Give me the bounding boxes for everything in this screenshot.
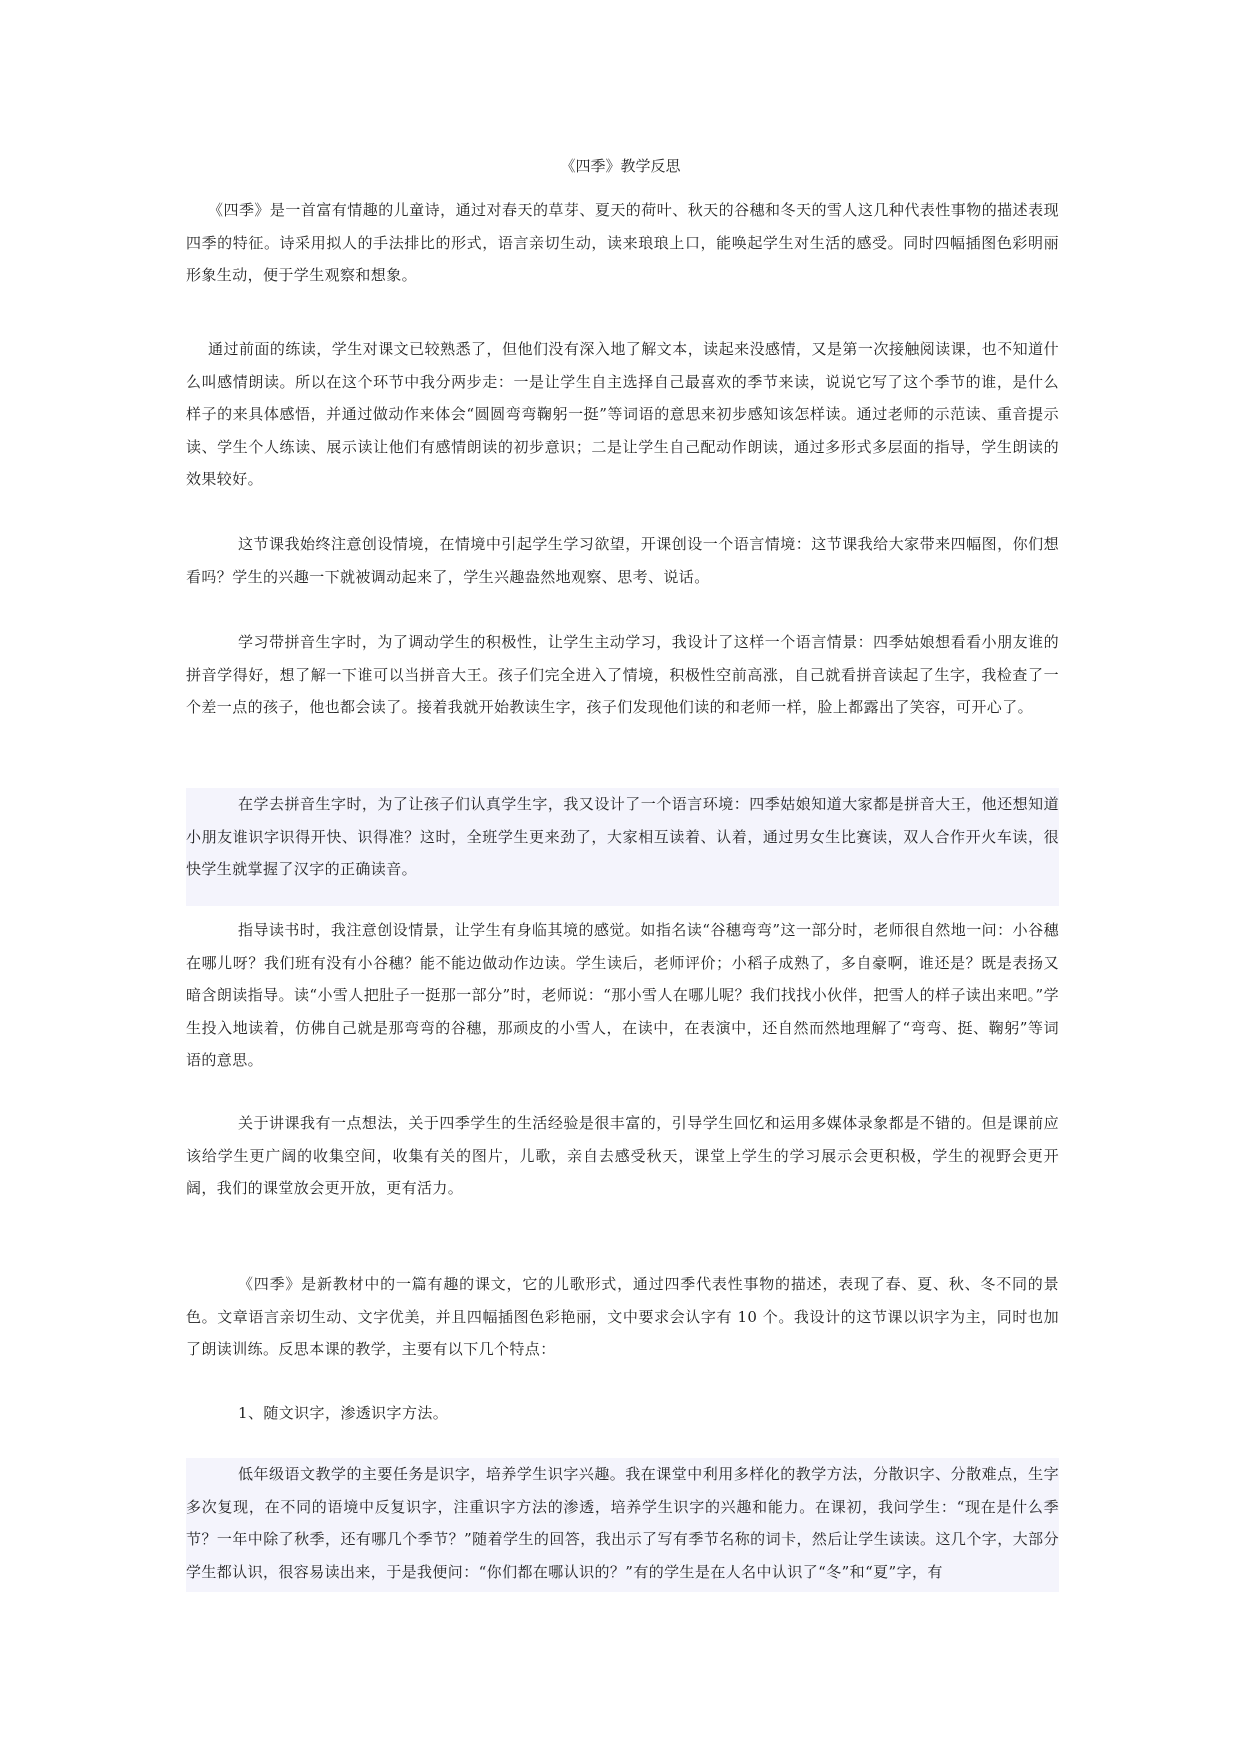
paragraph-6: 指导读书时，我注意创设情景，让学生有身临其境的感觉。如指名读“谷穗弯弯”这一部分时，老师很自然地一问：小谷穗在哪儿呀？我们班有没有小谷穗？能不能边做动作边读。学生读后，老师评价；小稻子成熟了，多自豪啊，谁还是？既是表扬又暗含朗读指导。读“小雪人把肚子一挺那一部分”时，老师说：“那小雪人在哪儿呢？我们找找小伙伴，把雪人的样子读出来吧。”学生投入地读着，仿佛自己就是那弯弯的谷穗，那顽皮的小雪人，在读中，在表演中，还自然而然地理解了“弯弯、挺、鞠躬”等词语的意思。	[186, 921, 1059, 1070]
paragraph-3: 这节课我始终注意创设情境，在情境中引起学生学习欲望，开课创设一个语言情境：这节课我给大家带来四幅图，你们想看吗？学生的兴趣一下就被调动起来了，学生兴趣盎然地观察、思考、说话。	[186, 535, 1059, 586]
paragraph-7: 关于讲课我有一点想法，关于四季学生的生活经验是很丰富的，引导学生回忆和运用多媒体录象都是不错的。但是课前应该给学生更广阔的收集空间，收集有关的图片，儿歌，亲自去感受秋天，课堂上学生的学习展示会更积极，学生的视野会更开阔，我们的课堂放会更开放，更有活力。	[186, 1114, 1059, 1198]
paragraph-5-highlighted: 在学去拼音生字时，为了让孩子们认真学生字，我又设计了一个语言环境：四季姑娘知道大家都是拼音大王，他还想知道小朋友谁识字识得开快、识得准？这时，全班学生更来劲了，大家相互读着、认着，通过男女生比赛读，双人合作开火车读，很快学生就掌握了汉字的正确读音。	[186, 788, 1059, 906]
paragraph-4: 学习带拼音生字时，为了调动学生的积极性，让学生主动学习，我设计了这样一个语言情景：四季姑娘想看看小朋友谁的拼音学得好，想了解一下谁可以当拼音大王。孩子们完全进入了情境，积极性空前高涨，自己就看拼音读起了生字，我检查了一个差一点的孩子，他也都会读了。接着我就开始教读生字，孩子们发现他们读的和老师一样，脸上都露出了笑容，可开心了。	[186, 633, 1059, 717]
paragraph-9-highlighted: 低年级语文教学的主要任务是识字，培养学生识字兴趣。我在课堂中利用多样化的教学方法，分散识字、分散难点，生字多次复现，在不同的语境中反复识字，注重识字方法的渗透，培养学生识字的兴趣和能力。在课初，我问学生：“现在是什么季节？一年中除了秋季，还有哪几个季节？”随着学生的回答，我出示了写有季节名称的词卡，然后让学生读读。这几个字，大部分学生都认识，很容易读出来，于是我便问：“你们都在哪认识的？”有的学生是在人名中认识了“冬”和“夏”字，有	[186, 1458, 1059, 1592]
paragraph-2: 通过前面的练读，学生对课文已较熟悉了，但他们没有深入地了解文本，读起来没感情，又是第一次接触阅读课，也不知道什么叫感情朗读。所以在这个环节中我分两步走：一是让学生自主选择自己最喜欢的季节来读，说说它写了这个季节的谁，是什么样子的来具体感悟，并通过做动作来体会“圆圆弯弯鞠躬一挺”等词语的意思来初步感知该怎样读。通过老师的示范读、重音提示读、学生个人练读、展示读让他们有感情朗读的初步意识；二是让学生自己配动作朗读，通过多形式多层面的指导，学生朗读的效果较好。	[186, 340, 1059, 489]
section-heading-1: 1、随文识字，渗透识字方法。	[238, 1404, 449, 1422]
document-title: 《四季》教学反思	[560, 157, 681, 175]
paragraph-1: 《四季》是一首富有情趣的儿童诗，通过对春天的草芽、夏天的荷叶、秋天的谷穗和冬天的雪人这几种代表性事物的描述表现四季的特征。诗采用拟人的手法排比的形式，语言亲切生动，读来琅琅上口，能唤起学生对生活的感受。同时四幅插图色彩明丽形象生动，便于学生观察和想象。	[186, 201, 1059, 285]
paragraph-8: 《四季》是新教材中的一篇有趣的课文，它的儿歌形式，通过四季代表性事物的描述，表现了春、夏、秋、冬不同的景色。文章语言亲切生动、文字优美，并且四幅插图色彩艳丽，文中要求会认字有 10 个。我设计的这节课以识字为主，同时也加了朗读训练。反思本课的教学，主要有以下几个特点：	[186, 1275, 1059, 1359]
